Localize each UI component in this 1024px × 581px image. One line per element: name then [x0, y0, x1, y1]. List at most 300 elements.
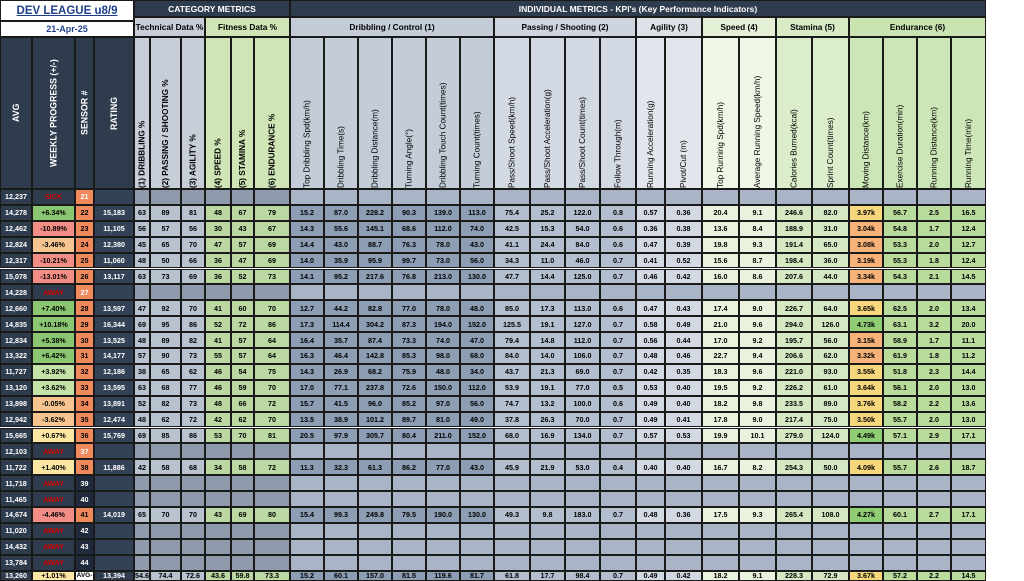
data-cell: 14.3 [290, 364, 324, 380]
rating-cell: 15,769 [94, 428, 134, 444]
data-cell: 14.3 [290, 221, 324, 237]
avg-cell: 12,103 [0, 443, 32, 459]
data-cell: 226.7 [776, 300, 812, 316]
data-cell: 101.2 [358, 412, 392, 428]
data-cell: 44.2 [324, 300, 358, 316]
footer-data-cell: 2.2 [917, 571, 951, 581]
data-cell: 18.2 [702, 396, 739, 412]
data-cell: 13.4 [951, 300, 986, 316]
data-cell [849, 491, 883, 507]
data-cell: 15.4 [290, 507, 324, 523]
data-cell: 3.97k [849, 205, 883, 221]
data-cell: 2.0 [917, 300, 951, 316]
data-cell: 48 [134, 332, 150, 348]
weekly-progress-cell: AWAY [32, 443, 75, 459]
data-cell: 56.0 [460, 396, 494, 412]
data-cell: 90 [150, 348, 181, 364]
data-cell: 60.1 [883, 507, 917, 523]
data-cell [358, 523, 392, 539]
data-cell: 62 [181, 364, 205, 380]
data-cell: 58.9 [883, 332, 917, 348]
data-cell: 63 [134, 269, 150, 285]
data-cell: 0.40 [636, 459, 665, 475]
data-cell: 96.0 [358, 396, 392, 412]
data-cell: 43.7 [494, 364, 530, 380]
data-cell: 113.0 [460, 205, 494, 221]
data-cell: 81.0 [426, 412, 460, 428]
data-cell [290, 555, 324, 571]
data-cell [812, 443, 849, 459]
column-header: Top Dribbling Spd(km/h) [290, 37, 324, 189]
data-cell [358, 555, 392, 571]
data-cell: 87.3 [392, 316, 426, 332]
footer-data-cell: 18.2 [702, 571, 739, 581]
individual-metrics-label: INDIVIDUAL METRICS - KPI's (Key Performance Indicators) [290, 0, 986, 17]
weekly-progress-cell: -13.01% [32, 269, 75, 285]
data-cell [530, 539, 565, 555]
data-cell: 57 [231, 237, 254, 253]
data-cell: 191.4 [776, 237, 812, 253]
data-cell: 0.46 [636, 269, 665, 285]
data-cell: 9.8 [530, 507, 565, 523]
data-cell [665, 523, 702, 539]
data-cell: 217.6 [358, 269, 392, 285]
data-cell: 15.2 [290, 205, 324, 221]
data-cell: 188.9 [776, 221, 812, 237]
data-cell: 198.4 [776, 253, 812, 269]
data-cell: 34.3 [494, 253, 530, 269]
data-cell: 57 [231, 332, 254, 348]
data-cell: 14.5 [951, 269, 986, 285]
rating-cell: 12,474 [94, 412, 134, 428]
rating-cell: 16,344 [94, 316, 134, 332]
sensor-cell: 38 [75, 459, 94, 475]
data-cell: 79 [254, 205, 290, 221]
data-cell: 9.2 [739, 380, 776, 396]
data-cell: 0.57 [636, 428, 665, 444]
data-cell [739, 443, 776, 459]
data-cell: 106.0 [565, 348, 600, 364]
data-cell: 65 [150, 364, 181, 380]
data-cell: 54.8 [883, 221, 917, 237]
avg-cell: 12,237 [0, 189, 32, 205]
data-cell: 58 [150, 459, 181, 475]
data-cell [181, 523, 205, 539]
data-cell: 61.9 [883, 348, 917, 364]
data-cell [917, 443, 951, 459]
data-cell: 0.6 [600, 221, 636, 237]
data-cell [358, 539, 392, 555]
column-header: Average Running Speed(km/h) [739, 37, 776, 189]
data-cell: 0.44 [665, 332, 702, 348]
data-cell: 69 [254, 237, 290, 253]
data-cell: 9.6 [739, 316, 776, 332]
avg-cell: 14,278 [0, 205, 32, 221]
data-cell [530, 189, 565, 205]
sensor-cell: 42 [75, 523, 94, 539]
data-cell: 64 [254, 348, 290, 364]
data-cell [181, 539, 205, 555]
column-header: Running Distance(km) [917, 37, 951, 189]
data-cell: 58 [231, 459, 254, 475]
data-cell [150, 491, 181, 507]
data-cell: 2.0 [917, 412, 951, 428]
sensor-cell: 27 [75, 284, 94, 300]
data-cell: 48 [205, 396, 231, 412]
data-cell: 74.0 [460, 221, 494, 237]
data-cell [324, 491, 358, 507]
data-cell [254, 443, 290, 459]
data-cell [205, 539, 231, 555]
data-cell [776, 539, 812, 555]
data-cell: 95.9 [358, 253, 392, 269]
data-cell: 57 [134, 348, 150, 364]
data-cell: 73 [254, 269, 290, 285]
data-cell: 1.8 [917, 253, 951, 269]
data-cell [951, 539, 986, 555]
data-cell: 70 [150, 507, 181, 523]
data-cell: 68 [150, 380, 181, 396]
data-cell: 99.3 [324, 507, 358, 523]
footer-data-cell: 61.8 [494, 571, 530, 581]
data-cell: 195.7 [776, 332, 812, 348]
data-cell [426, 523, 460, 539]
data-cell: 90.3 [392, 205, 426, 221]
data-cell: 126.0 [812, 316, 849, 332]
data-cell [134, 491, 150, 507]
data-cell: 122.0 [565, 205, 600, 221]
data-cell: 56.7 [883, 205, 917, 221]
data-cell [600, 284, 636, 300]
data-cell: 52 [231, 269, 254, 285]
rating-cell: 11,105 [94, 221, 134, 237]
data-cell: 11.2 [951, 348, 986, 364]
data-cell [181, 491, 205, 507]
data-cell: 67 [254, 221, 290, 237]
footer-data-cell: 3.67k [849, 571, 883, 581]
data-cell: 0.6 [600, 396, 636, 412]
data-cell: 139.0 [426, 205, 460, 221]
data-cell: 1.8 [917, 348, 951, 364]
avg-header: AVG [0, 37, 32, 189]
data-cell [812, 491, 849, 507]
footer-data-cell: 59.8 [231, 571, 254, 581]
data-cell: 21.0 [702, 316, 739, 332]
data-cell [494, 284, 530, 300]
data-cell: 0.47 [636, 300, 665, 316]
sensor-cell: 28 [75, 300, 94, 316]
data-cell: 194.0 [426, 316, 460, 332]
data-cell: 72 [231, 316, 254, 332]
data-cell: 0.7 [600, 269, 636, 285]
data-cell: 2.6 [917, 459, 951, 475]
data-cell [358, 284, 392, 300]
data-cell [231, 555, 254, 571]
data-cell: 13.0 [951, 380, 986, 396]
data-cell: 45.9 [494, 459, 530, 475]
sensor-cell: 39 [75, 475, 94, 491]
data-cell: 25.2 [530, 205, 565, 221]
footer-data-cell: 98.4 [565, 571, 600, 581]
data-cell: 0.49 [636, 396, 665, 412]
data-cell: 72 [254, 459, 290, 475]
footer-weekly-progress-cell: +1.01% [32, 571, 75, 581]
data-cell: 31.0 [812, 221, 849, 237]
data-cell [739, 523, 776, 539]
group-dribbling-control: Dribbling / Control (1) [290, 17, 494, 37]
data-cell: 64.0 [812, 300, 849, 316]
data-cell: 87.0 [324, 205, 358, 221]
data-cell: 59 [231, 380, 254, 396]
data-cell [951, 284, 986, 300]
data-cell [776, 555, 812, 571]
data-cell: 38 [134, 364, 150, 380]
data-cell [290, 284, 324, 300]
data-cell: 17.8 [702, 412, 739, 428]
data-cell: 89 [150, 205, 181, 221]
data-cell: 18.7 [951, 459, 986, 475]
data-cell [565, 475, 600, 491]
data-cell: 57.1 [883, 428, 917, 444]
column-header: Running Time(min) [951, 37, 986, 189]
sensor-cell: 41 [75, 507, 94, 523]
data-cell: 61.3 [358, 459, 392, 475]
data-cell: 207.6 [776, 269, 812, 285]
data-cell: 32.3 [324, 459, 358, 475]
data-cell: 61.0 [812, 380, 849, 396]
rating-cell [94, 555, 134, 571]
data-cell: 30 [205, 221, 231, 237]
data-cell: 48 [205, 205, 231, 221]
data-cell [849, 284, 883, 300]
data-cell: 55.7 [883, 412, 917, 428]
data-cell: 76.3 [392, 237, 426, 253]
data-cell: 75.9 [392, 364, 426, 380]
data-cell: 0.36 [665, 205, 702, 221]
data-cell [324, 523, 358, 539]
weekly-progress-cell: +7.40% [32, 300, 75, 316]
data-cell: 0.7 [600, 428, 636, 444]
data-cell [392, 523, 426, 539]
data-cell: 228.2 [358, 205, 392, 221]
data-cell [883, 443, 917, 459]
sensor-cell: 43 [75, 539, 94, 555]
avg-cell: 14,432 [0, 539, 32, 555]
data-cell [205, 284, 231, 300]
data-cell: 20.5 [290, 428, 324, 444]
data-cell [231, 491, 254, 507]
data-cell: 34 [205, 459, 231, 475]
data-cell: 56.0 [812, 332, 849, 348]
data-cell: 9.1 [739, 205, 776, 221]
data-cell: 92 [150, 300, 181, 316]
weekly-progress-cell: -4.46% [32, 507, 75, 523]
rating-cell: 13,597 [94, 300, 134, 316]
data-cell: 62 [231, 412, 254, 428]
data-cell [565, 443, 600, 459]
data-cell: 15.3 [530, 221, 565, 237]
data-cell: 56.1 [883, 380, 917, 396]
data-cell: 9.0 [739, 412, 776, 428]
sensor-cell: 34 [75, 396, 94, 412]
data-cell: 81 [254, 428, 290, 444]
data-cell: 37.8 [494, 412, 530, 428]
data-cell: 97.9 [324, 428, 358, 444]
data-cell: 3.64k [849, 380, 883, 396]
data-cell: 13.6 [702, 221, 739, 237]
data-cell [530, 284, 565, 300]
data-cell [494, 491, 530, 507]
data-cell: 0.48 [636, 507, 665, 523]
data-cell: 53.9 [494, 380, 530, 396]
data-cell [426, 491, 460, 507]
data-cell: 62.0 [812, 348, 849, 364]
data-cell [324, 475, 358, 491]
data-cell [565, 523, 600, 539]
data-cell: 97.0 [426, 396, 460, 412]
data-cell [134, 523, 150, 539]
data-cell: 41.1 [494, 237, 530, 253]
data-cell [205, 189, 231, 205]
data-cell [231, 189, 254, 205]
data-cell: 63 [134, 205, 150, 221]
data-cell: 26.3 [530, 412, 565, 428]
data-cell [254, 475, 290, 491]
data-cell: 8.6 [739, 269, 776, 285]
data-cell: 0.47 [636, 237, 665, 253]
data-cell: 77 [181, 380, 205, 396]
data-cell [883, 475, 917, 491]
data-cell: 69 [181, 269, 205, 285]
data-cell: 134.0 [565, 428, 600, 444]
footer-data-cell: 57.2 [883, 571, 917, 581]
data-cell: 56.0 [460, 253, 494, 269]
data-cell: 12.7 [290, 300, 324, 316]
data-cell [530, 443, 565, 459]
data-cell: 19.8 [702, 237, 739, 253]
data-cell: 2.9 [917, 428, 951, 444]
data-cell: 79.5 [392, 507, 426, 523]
group-endurance: Endurance (6) [849, 17, 986, 37]
group-agility: Agility (3) [636, 17, 702, 37]
column-header: (4) SPEED % [205, 37, 231, 189]
data-cell: 69 [254, 253, 290, 269]
data-cell: 0.56 [636, 332, 665, 348]
weekly-progress-cell: AWAY [32, 523, 75, 539]
data-cell: 62.5 [883, 300, 917, 316]
data-cell: 12.7 [951, 237, 986, 253]
data-cell: 70 [181, 237, 205, 253]
data-cell: 3.50k [849, 412, 883, 428]
data-cell: 2.5 [917, 205, 951, 221]
data-cell [392, 284, 426, 300]
data-cell: 17.4 [702, 300, 739, 316]
data-cell: 70 [254, 380, 290, 396]
data-cell: 35.9 [324, 253, 358, 269]
data-cell [917, 189, 951, 205]
data-cell [636, 443, 665, 459]
data-cell: 213.0 [426, 269, 460, 285]
data-cell: 0.40 [665, 396, 702, 412]
data-cell: 58.2 [883, 396, 917, 412]
data-cell: 0.7 [600, 364, 636, 380]
column-header: Calories Burned(kcal) [776, 37, 812, 189]
data-cell: 46 [205, 364, 231, 380]
data-cell [600, 475, 636, 491]
data-cell [494, 555, 530, 571]
data-cell: 65.0 [812, 237, 849, 253]
data-cell [254, 523, 290, 539]
data-cell [254, 539, 290, 555]
data-cell: 85.3 [392, 348, 426, 364]
data-cell: 11.1 [951, 332, 986, 348]
data-cell [849, 523, 883, 539]
data-cell [776, 284, 812, 300]
data-cell [951, 443, 986, 459]
data-cell: 17.3 [530, 300, 565, 316]
data-cell: 75.0 [812, 412, 849, 428]
sensor-cell: 44 [75, 555, 94, 571]
data-cell: 85 [150, 428, 181, 444]
data-cell: 21.3 [530, 364, 565, 380]
data-cell: 20.4 [702, 205, 739, 221]
group-fitness-data: Fitness Data % [205, 17, 290, 37]
data-cell [636, 555, 665, 571]
data-cell: 86 [254, 316, 290, 332]
data-cell: 4.49k [849, 428, 883, 444]
data-cell: 13.6 [951, 396, 986, 412]
data-cell: 95 [150, 316, 181, 332]
data-cell [494, 443, 530, 459]
footer-data-cell: 17.7 [530, 571, 565, 581]
report-date: 21-Apr-25 [0, 21, 134, 37]
data-cell: 3.04k [849, 221, 883, 237]
data-cell [254, 491, 290, 507]
weekly-progress-cell: SICK [32, 189, 75, 205]
data-cell: 47.7 [494, 269, 530, 285]
column-header: (3) AGILITY % [181, 37, 205, 189]
data-cell: 0.49 [636, 412, 665, 428]
data-cell: 50 [150, 253, 181, 269]
data-cell [883, 189, 917, 205]
data-cell [776, 475, 812, 491]
data-cell [181, 189, 205, 205]
data-cell: 3.34k [849, 269, 883, 285]
data-cell: 74.0 [426, 332, 460, 348]
data-cell [290, 523, 324, 539]
data-cell [917, 555, 951, 571]
sensor-cell: 26 [75, 269, 94, 285]
footer-data-cell: 157.0 [358, 571, 392, 581]
data-cell: 16.4 [290, 332, 324, 348]
data-cell: 14.0 [530, 348, 565, 364]
data-cell: 0.6 [600, 237, 636, 253]
data-cell: 47 [231, 253, 254, 269]
data-cell [665, 284, 702, 300]
avg-cell: 12,942 [0, 412, 32, 428]
avg-cell: 13,784 [0, 555, 32, 571]
data-cell [702, 539, 739, 555]
data-cell [426, 539, 460, 555]
data-cell: 217.4 [776, 412, 812, 428]
data-cell: 53 [205, 428, 231, 444]
data-cell [600, 491, 636, 507]
data-cell: 13.0 [951, 412, 986, 428]
data-cell [494, 539, 530, 555]
data-cell: 127.0 [565, 316, 600, 332]
data-cell: 68 [181, 459, 205, 475]
data-cell: 77.0 [565, 380, 600, 396]
